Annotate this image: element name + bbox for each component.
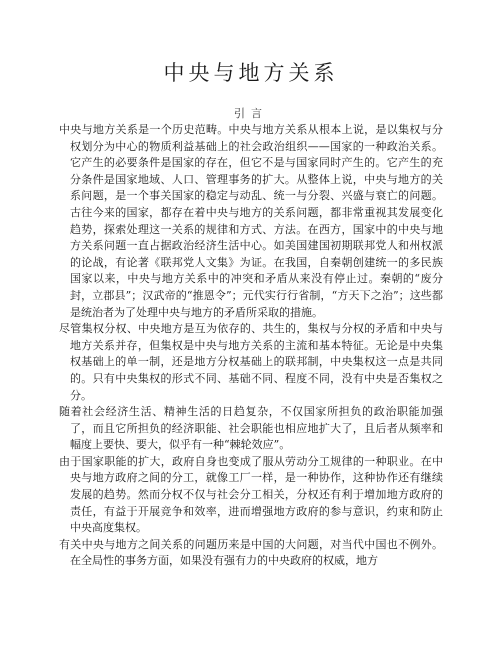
- paragraph-2: 尽管集权分权、中央地方是互为依存的、共生的，集权与分权的矛盾和中央与地方关系并存，但集权是中央与地方关系的主流和基本特征。无论是中央集权基础上的单一制，还是地方分权基础上的联邦制，中央集权这一点是共同的。只有中央集权的形式不同、基础不同、程度不同，没有中央是否集权之分。: [59, 322, 443, 402]
- paragraph-5: 有关中央与地方之间关系的问题历来是中国的大问题，对当代中国也不例外。在全局性的事务方面，如果没有强有力的中央政府的权威，地方: [59, 537, 443, 568]
- document-title: 中央与地方关系: [163, 61, 339, 85]
- document-body: [59, 122, 443, 570]
- paragraph-3: 随着社会经济生活、精神生活的日趋复杂，不仅国家所担负的政治职能加强了，而且它所担负的经济职能、社会职能也相应地扩大了，且后者从频率和幅度上要快、要大，似乎有一种“棘轮效应”。: [59, 405, 443, 452]
- section-heading: 引言: [234, 107, 268, 120]
- paragraph-1: 中央与地方关系是一个历史范畴。中央与地方关系从根本上说，是以集权与分权划分为中心的物质利益基础上的社会政治组织——国家的一种政治关系。它产生的必要条件是国家的存在，但它不是与国家同时产生的。它产生的充分条件是国家地域、人口、管理事务的扩大。从整体上说，中央与地方的关系问题，是一个事关国家的稳定与动乱、统一与分裂、兴盛与衰亡的问题。古往今来的国家，都存在着中央与地方的关系问题，都非常重视其发展变化趋势，探索处理这一关系的规律和方式、方法。在西方，国家中的中央与地方关系问题一直占据政治经济生活中心。如美国建国初期联邦党人和州权派的论战，有论著《联邦党人文集》为证。在我国，自秦朝创建统一的多民族国家以来，中央与地方关系中的冲突和矛盾从来没有停止过。秦朝的“废分封，立郡县”；汉武帝的“推恩令”；元代实行行省制，“方天下之治”；这些都是统治者为了处理中央与地方的矛盾所采取的措施。: [59, 123, 443, 319]
- paragraph-4: 由于国家职能的扩大，政府自身也变成了服从劳动分工规律的一种职业。在中央与地方政府之间的分工，就像工厂一样，是一种协作，这种协作还有继续发展的趋势。然而分权不仅与社会分工相关，分权还有利于增加地方政府的责任，有益于开展竞争和效率，进而增强地方政府的参与意识，约束和防止中央高度集权。: [59, 454, 443, 535]
